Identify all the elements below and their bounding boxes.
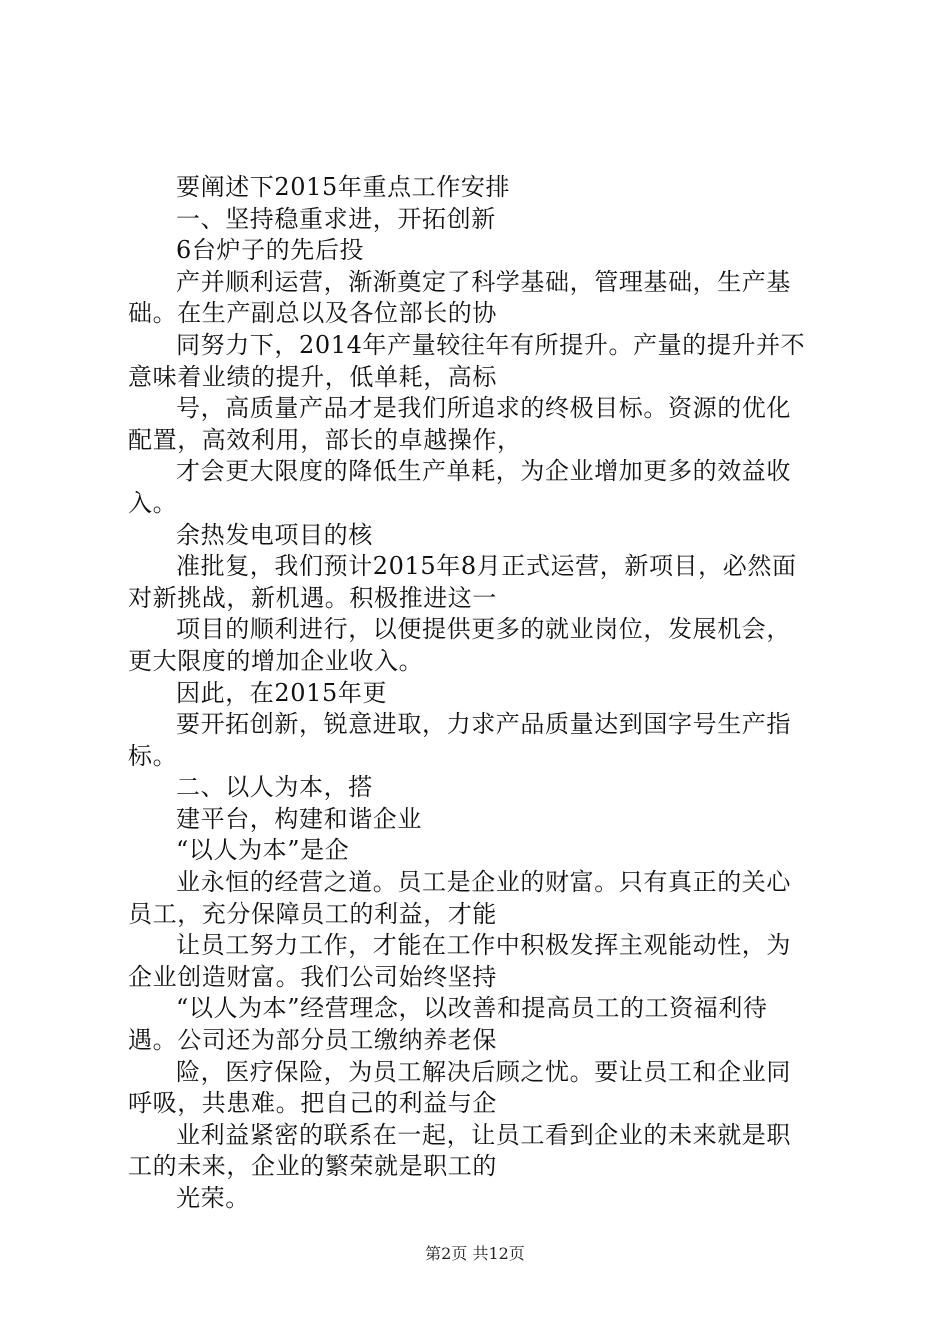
text-line: 遇。公司还为部分员工缴纳养老保: [128, 1026, 497, 1055]
text-line: 配置，高效利用，部长的卓越操作，: [128, 425, 522, 454]
text-line: 余热发电项目的核: [176, 520, 373, 549]
text-line: 产并顺利运营，渐渐奠定了科学基础，管理基础，生产基: [176, 267, 791, 296]
text-line: 让员工努力工作，才能在工作中积极发挥主观能动性，为: [176, 931, 791, 960]
text-line: 险，医疗保险，为员工解决后顾之忧。要让员工和企业同: [176, 1057, 791, 1086]
text-line: 同努力下，2014年产量较往年有所提升。产量的提升并不: [176, 330, 806, 359]
text-line: 意味着业绩的提升，低单耗，高标: [128, 362, 497, 391]
text-line: 6台炉子的先后投: [176, 236, 365, 265]
text-line: “以人为本”是企: [176, 836, 350, 865]
text-line: 项目的顺利进行，以便提供更多的就业岗位，发展机会，: [176, 615, 791, 644]
text-line: 更大限度的增加企业收入。: [128, 646, 424, 675]
text-line: 号，高质量产品才是我们所追求的终极目标。资源的优化: [176, 394, 791, 423]
text-line: 业永恒的经营之道。员工是企业的财富。只有真正的关心: [176, 868, 791, 897]
text-line: 二、以人为本，搭: [176, 773, 373, 802]
document-body: [128, 172, 832, 1215]
text-line: 工的未来，企业的繁荣就是职工的: [128, 1152, 497, 1181]
text-line: 业利益紧密的联系在一起，让员工看到企业的未来就是职: [176, 1120, 791, 1149]
text-line: 准批复，我们预计2015年8月正式运营，新项目，必然面: [176, 552, 797, 581]
text-line: 因此，在2015年更: [176, 678, 388, 707]
text-line: 要阐述下2015年重点工作安排: [176, 173, 511, 201]
text-line: 一、坚持稳重求进，开拓创新: [176, 204, 496, 233]
text-line: “以人为本”经营理念，以改善和提高员工的工资福利待: [176, 994, 768, 1023]
page-number-footer: 第2页 共12页: [425, 1244, 525, 1263]
text-line: 呼吸，共患难。把自己的利益与企: [128, 1089, 497, 1118]
text-line: 建平台，构建和谐企业: [176, 804, 422, 833]
text-line: 企业创造财富。我们公司始终坚持: [128, 962, 497, 991]
text-line: 入。: [128, 488, 178, 517]
text-line: 对新挑战，新机遇。积极推进这一: [128, 583, 497, 612]
text-line: 标。: [128, 741, 178, 770]
text-line: 要开拓创新，锐意进取，力求产品质量达到国字号生产指: [176, 710, 791, 739]
text-line: 员工，充分保障员工的利益，才能: [128, 899, 497, 928]
text-line: 础。在生产副总以及各位部长的协: [128, 299, 497, 328]
text-line: 光荣。: [176, 1184, 250, 1212]
text-line: 才会更大限度的降低生产单耗，为企业增加更多的效益收: [176, 457, 791, 486]
